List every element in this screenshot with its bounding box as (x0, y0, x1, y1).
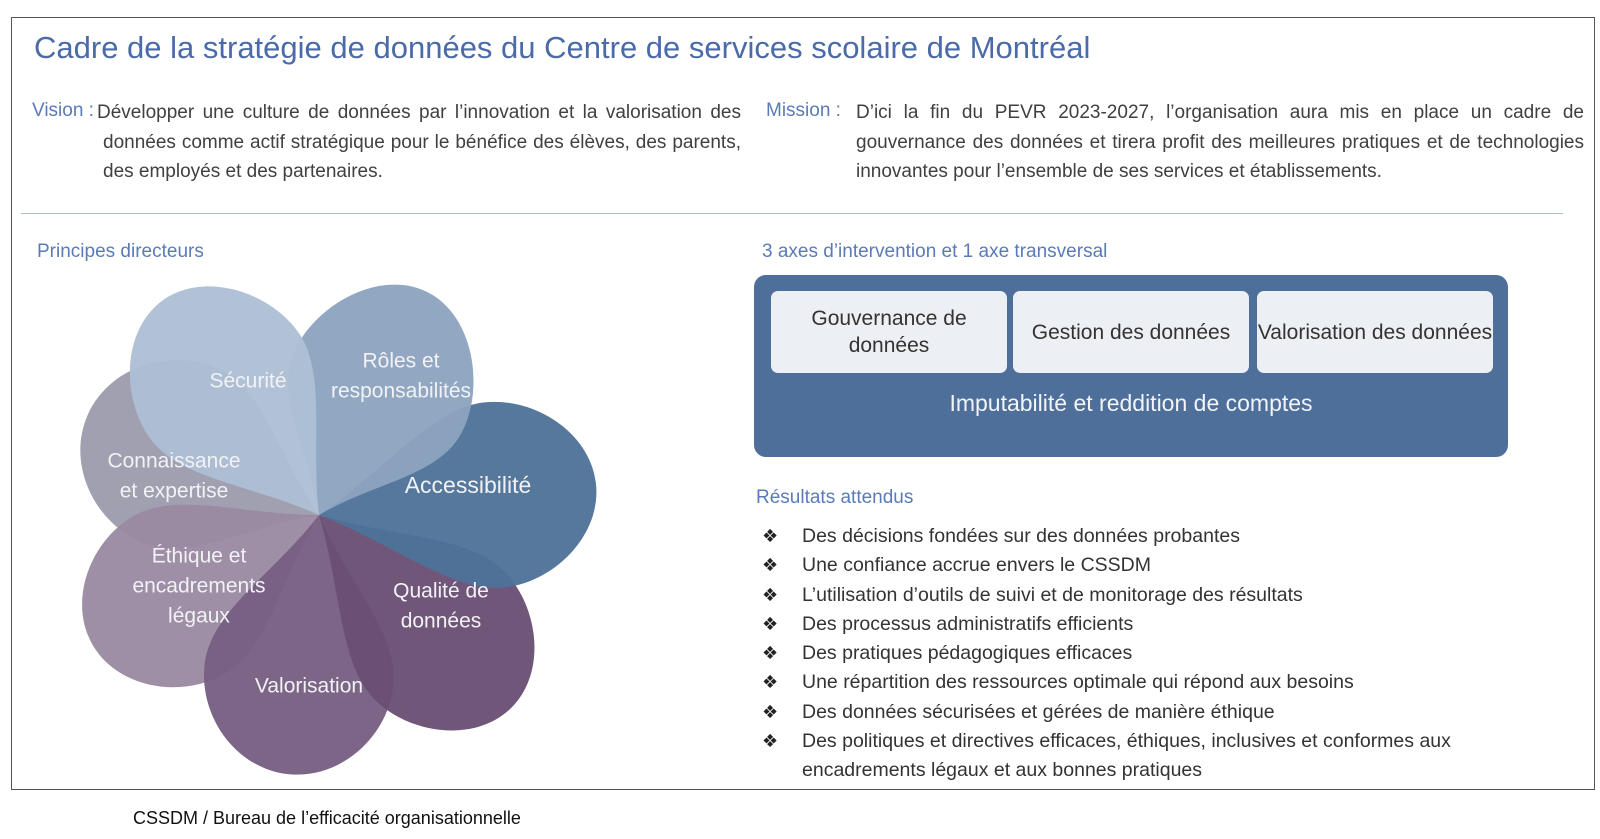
petal-label-connaissance: Connaissance et expertise (107, 449, 241, 503)
diamond-bullet-icon: ❖ (762, 643, 779, 664)
resultat-item (762, 551, 1542, 580)
diamond-bullet-icon: ❖ (762, 731, 779, 752)
principes-heading: Principes directeurs (37, 241, 204, 262)
resultat-item (762, 522, 1542, 551)
petal-label-qualite: Qualité de données (393, 579, 489, 633)
axis-gouvernance: Gouvernance de données (771, 291, 1007, 373)
resultats-heading: Résultats attendus (756, 487, 914, 508)
resultat-text: Une répartition des ressources optimale qui répond aux besoins (802, 671, 1354, 694)
resultat-text: Des pratiques pédagogiques efficaces (802, 642, 1133, 665)
diamond-bullet-icon: ❖ (762, 613, 779, 634)
axis-gestion: Gestion des données (1013, 291, 1249, 373)
mission-text: D’ici la fin du PEVR 2023-2027, l’organisation aura mis en place un cadre de gouvernance des données et tirera profit des meilleures pratiques et de technologies innovantes pour l’ensemble de ses services et établissements. (856, 102, 1584, 182)
principles-flower (60, 280, 620, 780)
petal-label-valorisation: Valorisation (254, 674, 364, 698)
axis-transversal: Imputabilité et reddition de comptes (949, 390, 1313, 416)
mission-label: Mission : (766, 100, 841, 121)
page-title: Cadre de la stratégie de données du Centre de services scolaire de Montréal (34, 30, 1091, 65)
footer-credit: CSSDM / Bureau de l’efficacité organisationnelle (133, 808, 521, 828)
axes-box (754, 275, 1508, 457)
diamond-bullet-icon: ❖ (762, 555, 779, 576)
resultats-list (762, 522, 1542, 786)
vision-label: Vision : (32, 100, 94, 121)
diamond-bullet-icon: ❖ (762, 672, 779, 693)
petal-label-roles: Rôles et responsabilités (330, 349, 472, 403)
diamond-bullet-icon: ❖ (762, 701, 779, 722)
axis-valorisation: Valorisation des données (1257, 291, 1493, 373)
section-divider (21, 213, 1563, 214)
diamond-bullet-icon: ❖ (762, 526, 779, 546)
resultat-text: Une confiance accrue envers le CSSDM (802, 554, 1151, 577)
petal-label-accessibilite: Accessibilité (404, 472, 532, 499)
resultat-item (762, 668, 1542, 697)
resultat-item (762, 727, 1542, 786)
petal-label-securite: Sécurité (209, 369, 287, 393)
resultat-text: L’utilisation d’outils de suivi et de monitorage des résultats (802, 583, 1303, 606)
resultat-item (762, 698, 1542, 727)
resultat-item (762, 610, 1542, 639)
resultat-text: Des décisions fondées sur des données probantes (802, 525, 1240, 547)
vision-text: Développer une culture de données par l’innovation et la valorisation des données comme actif stratégique pour le bénéfice des élèves, des parents, des employés et des partenaires. (97, 102, 741, 182)
resultat-text: Des données sécurisées et gérées de manière éthique (802, 700, 1275, 723)
petal-label-ethique: Éthique et encadrements légaux (132, 544, 266, 628)
axes-heading: 3 axes d’intervention et 1 axe transversal (762, 241, 1108, 262)
diamond-bullet-icon: ❖ (762, 584, 779, 605)
resultat-text: Des politiques et directives efficaces, éthiques, inclusives et conformes aux encadrements légaux et aux bonnes pratiques (802, 730, 1451, 782)
resultat-item (762, 639, 1542, 668)
resultat-item (762, 581, 1542, 610)
resultat-text: Des processus administratifs efficients (802, 612, 1134, 635)
